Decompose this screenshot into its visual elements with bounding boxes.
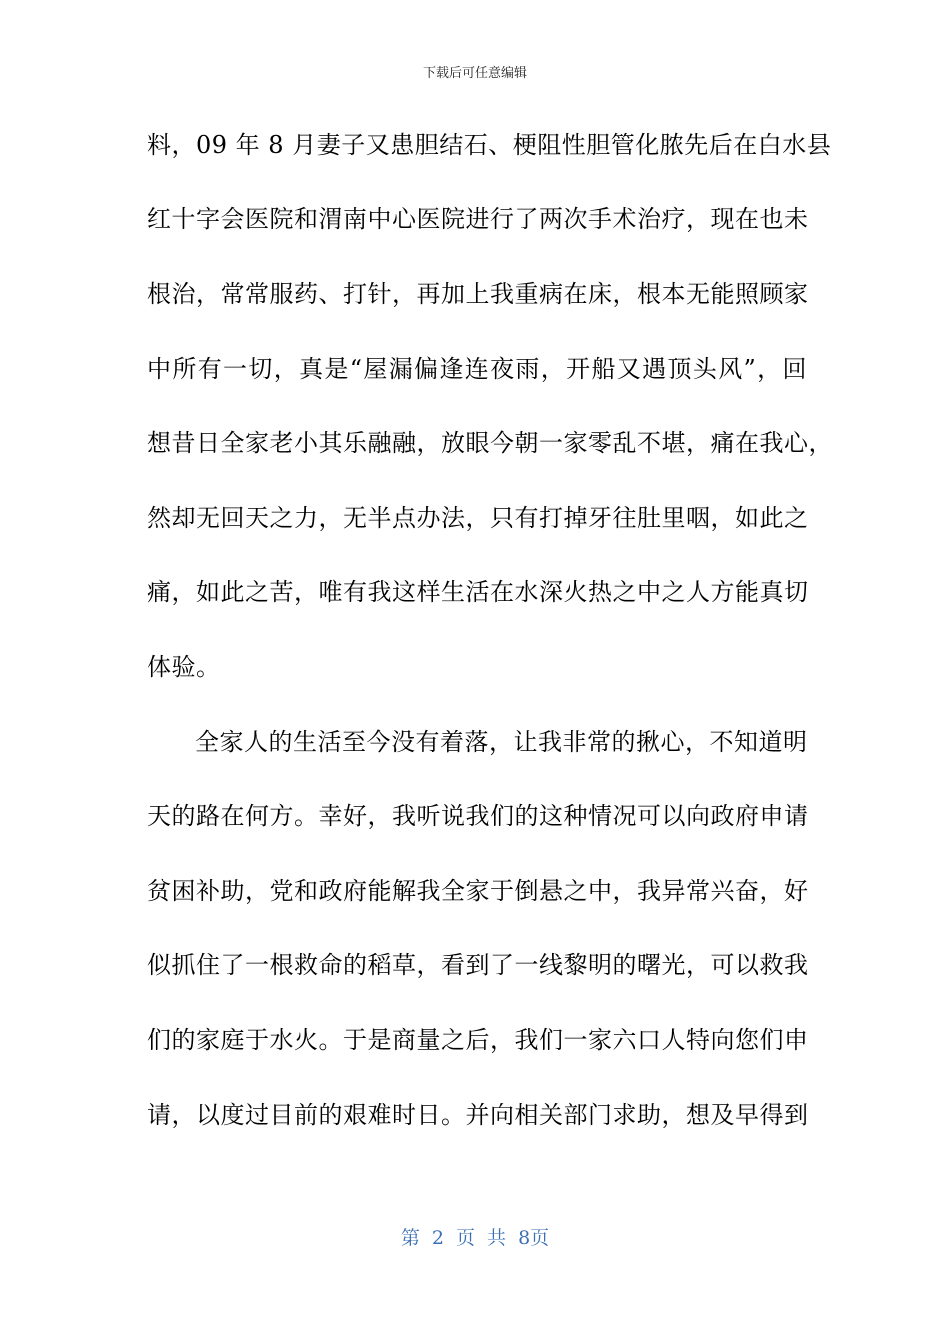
paragraph-1-line-3: 根治，常常服药、打针，再加上我重病在床，根本无能照顾家 xyxy=(147,280,809,308)
paragraph-1-line-5: 想昔日全家老小其乐融融，放眼今朝一家零乱不堪，痛在我心， xyxy=(147,429,833,457)
paragraph-2-line-6: 请，以度过目前的艰难时日。并向相关部门求助，想及早得到 xyxy=(147,1101,809,1129)
paragraph-1-line-8: 体验。 xyxy=(147,653,221,681)
paragraph-1-line-7: 痛，如此之苦，唯有我这样生活在水深火热之中之人方能真切 xyxy=(147,578,809,606)
page-number-footer: 第 2 页 共 8页 xyxy=(400,1227,550,1249)
paragraph-1-line-4: 中所有一切，真是“屋漏偏逢连夜雨，开船又遇顶头风”，回 xyxy=(147,355,807,383)
paragraph-2-line-3: 贫困补助，党和政府能解我全家于倒悬之中，我异常兴奋，好 xyxy=(147,877,809,905)
paragraph-2-line-5: 们的家庭于水火。于是商量之后，我们一家六口人特向您们申 xyxy=(147,1026,809,1054)
paragraph-2-line-2: 天的路在何方。幸好，我听说我们的这种情况可以向政府申请 xyxy=(147,802,809,830)
paragraph-2-line-4: 似抓住了一根救命的稻草，看到了一线黎明的曙光，可以救我 xyxy=(147,951,809,979)
paragraph-1-line-2: 红十字会医院和渭南中心医院进行了两次手术治疗，现在也未 xyxy=(147,205,809,233)
paragraph-2-line-1: 全家人的生活至今没有着落，让我非常的揪心，不知道明 xyxy=(195,728,808,756)
page-header: 下载后可任意编辑 xyxy=(422,66,527,81)
paragraph-1-line-1: 料，09 年 8 月妻子又患胆结石、梗阻性胆管化脓先后在白水县 xyxy=(147,131,832,159)
paragraph-1-line-6: 然却无回天之力，无半点办法，只有打掉牙往肚里咽，如此之 xyxy=(147,504,809,532)
